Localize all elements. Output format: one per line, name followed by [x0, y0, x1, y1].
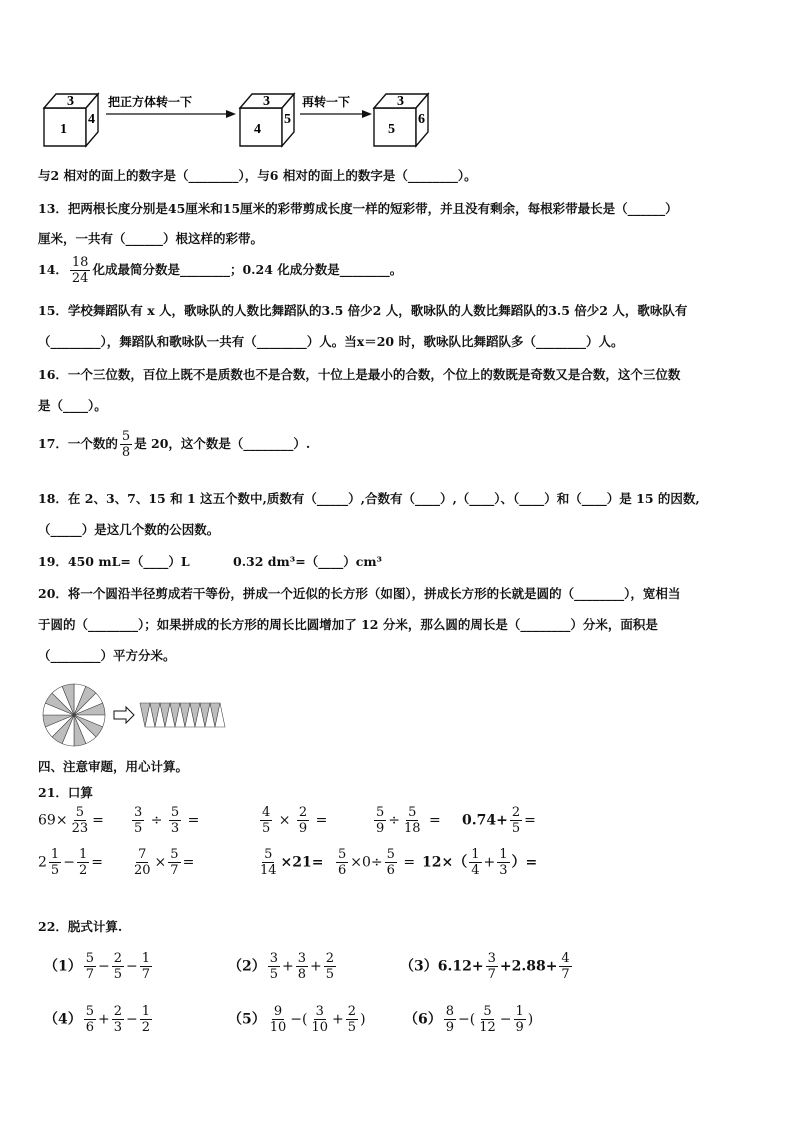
q17-fraction: $\frac{5}{8}$: [121, 429, 131, 460]
q14-text: 化成最简分数是________；0.24 化成分数是________。: [92, 262, 403, 277]
svg-text:4: 4: [88, 112, 95, 127]
q21-item-7: $\frac{7}{20}$ × $\frac{5}{7}$ =: [134, 847, 195, 878]
q14-question: [38, 256, 402, 285]
svg-text:3: 3: [263, 94, 270, 109]
q21-item-6: 2 $\frac{1}{5}$ − $\frac{1}{2}$ =: [38, 847, 103, 878]
q17-prefix: 17．一个数的: [38, 436, 118, 451]
q13-line-1: 13．把两根长度分别是45厘米和15厘米的彩带剪成长度一样的短彩带，并且没有剩余，每根彩带最长是（______）: [38, 201, 678, 216]
q22-item-5: （5） $\frac{9}{10}$ −( $\frac{3}{10}$ + $\frac{2}{5}$ ): [228, 1004, 366, 1035]
cube-1: [44, 94, 98, 146]
q20-line-2: 于圆的（________）；如果拼成的长方形的周长比圆增加了 12 分米，那么圆的周长是（________）分米，面积是: [38, 617, 658, 632]
svg-text:5: 5: [284, 112, 291, 127]
q21-item-3: $\frac{4}{5}$ × $\frac{2}{9}$ =: [262, 805, 328, 836]
svg-text:4: 4: [254, 122, 261, 137]
svg-text:6: 6: [418, 112, 425, 127]
q22-item-6: （6） $\frac{8}{9}$ −( $\frac{5}{12}$ − $\frac{1}{9}$ ): [404, 1004, 534, 1035]
q19-part-1: 19．450 mL=（____）L: [38, 554, 190, 569]
q18-line-2: （_____）是这几个数的公因数。: [38, 522, 220, 537]
q22-item-4: （4） $\frac{5}{6}$ + $\frac{2}{3}$ − $\frac{1}{2}$: [44, 1004, 151, 1035]
svg-text:3: 3: [67, 94, 74, 109]
cube-rotation-figure: [40, 88, 440, 148]
transform-arrow-icon: [114, 707, 134, 723]
q20-line-3: （________）平方分米。: [38, 648, 176, 663]
q18-line-1: 18．在 2、3、7、15 和 1 这五个数中,质数有（_____）,合数有（____）,（____）、（____）和（____）是 15 的因数,: [38, 491, 700, 506]
q21-item-5: 0.74+ $\frac{2}{5}$ =: [462, 805, 536, 836]
q22-item-3: （3）6.12+ $\frac{3}{7}$ +2.88+ $\frac{4}{7}$: [400, 951, 570, 982]
svg-text:再转一下: 再转一下: [302, 95, 351, 109]
q21-title: 21．口算: [38, 785, 93, 800]
q14-number: 14．: [38, 262, 68, 277]
q21-item-10: 12×（ $\frac{1}{4}$ + $\frac{1}{3}$ ）=: [422, 847, 538, 878]
q22-item-2: （2） $\frac{3}{5}$ + $\frac{3}{8}$ + $\frac{2}{5}$: [228, 951, 335, 982]
arrow-1: [106, 94, 236, 118]
q21-item-1: 69× $\frac{5}{23}$ =: [38, 805, 104, 836]
svg-text:1: 1: [60, 122, 67, 137]
section-4-heading: 四、注意审题，用心计算。: [38, 759, 189, 774]
q21-item-4: $\frac{5}{9}$ ÷ $\frac{5}{18}$ =: [376, 805, 441, 836]
svg-text:5: 5: [388, 122, 395, 137]
arrow-2: [300, 94, 372, 118]
q15-line-2: （________），舞蹈队和歌咏队一共有（________）人。当x＝20 时，歌咏队比舞蹈队多（________）人。: [38, 334, 624, 349]
q22-title: 22．脱式计算.: [38, 919, 123, 934]
q19-part-2: 0.32 dm³=（____）cm³: [233, 554, 383, 569]
cube-3: [374, 94, 428, 146]
q17-question: [38, 430, 310, 459]
cube-2: [240, 94, 294, 146]
q20-line-1: 20．将一个圆沿半径剪成若干等份，拼成一个近似的长方形（如图），拼成长方形的长就是圆的（________），宽相当: [38, 586, 681, 601]
q16-line-2: 是（____）。: [38, 398, 107, 413]
q13-line-2: 厘米，一共有（______）根这样的彩带。: [38, 231, 264, 246]
q15-line-1: 15．学校舞蹈队有 x 人，歌咏队的人数比舞蹈队的3.5 倍少2 人，歌咏队的人数比舞蹈队的3.5 倍少2 人，歌咏队有: [38, 303, 688, 318]
q21-item-8: $\frac{5}{14}$ ×21=: [260, 847, 324, 878]
svg-text:把正方体转一下: 把正方体转一下: [108, 95, 193, 109]
q16-line-1: 16．一个三位数，百位上既不是质数也不是合数，十位上是最小的合数，个位上的数既是奇数又是合数，这个三位数: [38, 367, 681, 382]
circle-to-rectangle-figure: [42, 682, 232, 748]
q22-item-1: （1） $\frac{5}{7}$ − $\frac{2}{5}$ − $\frac{1}{7}$: [44, 951, 151, 982]
q21-item-2: $\frac{3}{5}$ ÷ $\frac{5}{3}$ =: [134, 805, 200, 836]
q21-item-9: $\frac{5}{6}$ ×0÷ $\frac{5}{6}$ =: [338, 847, 416, 878]
svg-text:3: 3: [397, 94, 404, 109]
q12-answer-line: 与2 相对的面上的数字是（________），与6 相对的面上的数字是（________）。: [38, 168, 477, 183]
q14-fraction: $\frac{18}{24}$: [71, 255, 89, 286]
q17-suffix: 是 20，这个数是（________）.: [134, 436, 311, 451]
